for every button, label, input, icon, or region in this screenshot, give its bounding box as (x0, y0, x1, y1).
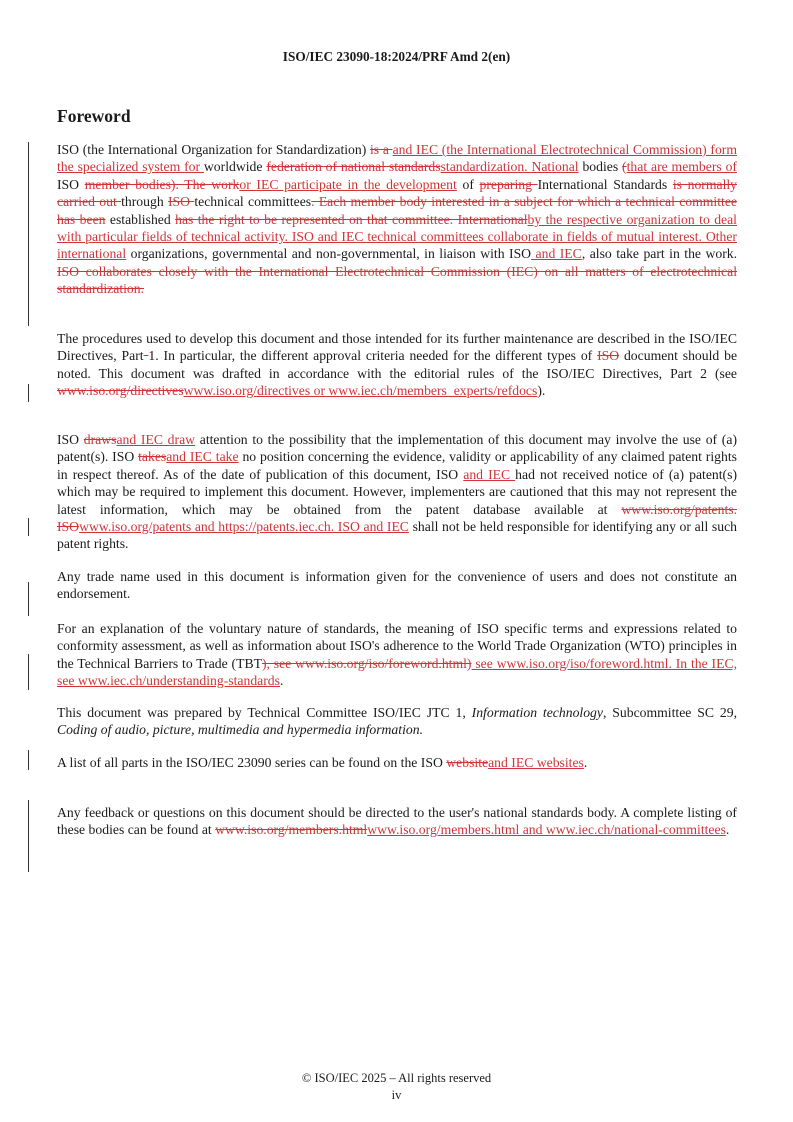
paragraph-organizations (57, 141, 737, 298)
inserted-text: and IEC (531, 246, 582, 262)
change-bar (28, 582, 29, 616)
text-run: For an explanation of the voluntary nature of standards, the meaning of ISO specific terms and expressions related to conformity assessment, as well as information about ISO's adherence to the World Trade Organization (WTO) principles in the Technical Barriers to Trade (TBT (57, 621, 737, 671)
change-bar (28, 518, 29, 536)
text-run: , Subcommittee SC 29, (602, 705, 737, 720)
inserted-text: and IEC (the International Electrotechnical Commission) form the specialized system for (57, 142, 737, 175)
text-run: document should be noted. This document was drafted in accordance with the editorial rules of the ISO/IEC Directives, Part 2 (see (57, 348, 738, 381)
text-run: . (279, 673, 284, 689)
section-title: Foreword (57, 106, 131, 126)
inserted-text: that are members of (626, 159, 737, 175)
text-run: through (121, 194, 168, 210)
text-run: Any feedback or questions on this document should be directed to the user's national standards body. A complete listing of these bodies can be found at (57, 805, 737, 838)
paragraph-procedures (57, 330, 737, 400)
text-run: technical committees (194, 194, 312, 210)
deleted-text: ISO (167, 194, 195, 210)
inserted-text: see www.iso.org/iso/foreword.html. In the IEC, see www.iec.ch/understanding-standards (57, 655, 738, 689)
change-bar (28, 142, 29, 326)
paragraph-voluntary-nature (57, 620, 737, 690)
deleted-text: is normally carried out (57, 176, 738, 210)
paragraph-trade-name (57, 568, 737, 603)
inserted-text: www.iso.org/directives or www.iec.ch/members_experts/refdocs (183, 383, 538, 399)
deleted-text: www.iso.org/members.html (215, 822, 368, 838)
change-bar (28, 384, 29, 402)
text-run: Any trade name used in this document is information given for the convenience of users and does not constitute an endorsement. (57, 569, 737, 602)
text-run: . (725, 822, 730, 838)
deleted-text: ), see www.iso.org/iso/foreword.html) (261, 655, 472, 671)
paragraph-prepared-by (57, 704, 737, 739)
deleted-text: www.iso.org/directives (57, 383, 184, 399)
italic-text: Coding of audio, picture, multimedia and hypermedia information. (57, 722, 423, 738)
page-number: iv (391, 1088, 402, 1102)
change-bar (28, 800, 29, 872)
paragraph-feedback (57, 804, 737, 839)
deleted-text: website (446, 755, 489, 770)
inserted-text: and IEC (463, 466, 516, 482)
deleted-text: preparing (479, 176, 538, 192)
deleted-text: federation of national standards (266, 159, 441, 175)
deleted-text: www.iso.org/patents. ISO (57, 501, 737, 535)
italic-text: Information technology (471, 705, 603, 720)
text-run: International Standards (537, 176, 673, 192)
text-run: attention to the possibility that the implementation of this document may involve the use of (a) patent(s). ISO (57, 432, 737, 465)
deleted-text: ISO collaborates closely with the International Electrotechnical Commission (IEC) on all matters of electrotechnical standardization. (57, 263, 737, 297)
deleted-text: . Each member body interested in a subject for which a technical committee has been (57, 194, 737, 227)
text-run: . (583, 755, 588, 770)
text-run: ISO (57, 176, 85, 192)
change-bar (28, 654, 29, 690)
text-run: ). (537, 383, 546, 399)
text-run: 1. In particular, the different approval criteria needed for the different types of (148, 348, 598, 364)
text-run: ISO (the International Organization for Standardization) (57, 142, 370, 157)
running-header: ISO/IEC 23090-18:2024/PRF Amd 2(en) (282, 49, 511, 64)
text-run: established (105, 211, 176, 227)
inserted-text: www.iso.org/patents and https://patents.iec.ch. ISO and IEC (79, 519, 409, 535)
text-run: A list of all parts in the ISO/IEC 23090 series can be found on the ISO (57, 755, 447, 770)
deleted-text: member bodies). The work (84, 176, 240, 192)
text-run: had not received notice of (a) patent(s) which may be required to implement this document. However, implementers are cautioned that this may not represent the latest information, which may be obtained from the patent database available at (57, 466, 738, 517)
inserted-text: and IEC draw (116, 432, 196, 447)
copyright-footer: © ISO/IEC 2025 – All rights reserved (301, 1071, 492, 1085)
text-run: organizations, governmental and non-governmental, in liaison with ISO (126, 246, 532, 262)
inserted-text: standardization. National (440, 159, 579, 175)
paragraph-list-of-parts (57, 754, 737, 771)
text-run: no position concerning the evidence, validity or applicability of any claimed patent rights in respect thereof. As of the date of publication of this document, ISO (57, 449, 737, 482)
deleted-text: has the right to be represented on that committee. International (175, 211, 528, 227)
text-run: ISO (57, 432, 84, 447)
text-run: worldwide (203, 159, 267, 175)
change-bar (28, 750, 29, 770)
deleted-text: ISO (597, 348, 620, 364)
deleted-text: takes (138, 449, 167, 465)
text-run: , also take part in the work. (581, 246, 738, 262)
text-run: shall not be held responsible for identifying any or all such patent rights. (57, 519, 737, 552)
text-run: This document was prepared by Technical Committee ISO/IEC JTC 1, (57, 705, 472, 720)
inserted-text: and IEC take (166, 449, 239, 465)
inserted-text: by the respective organization to deal with particular fields of technical activity. ISO and IEC technical committees collaborate in fields of mutual interest. Other international (57, 211, 737, 262)
text-run: bodies (578, 159, 623, 175)
inserted-text: www.iso.org/members.html and www.iec.ch/national-committees (367, 822, 726, 838)
inserted-text: or IEC participate in the development (239, 176, 457, 192)
deleted-text: ( (622, 159, 627, 175)
text-run: The procedures used to develop this document and those intended for its further maintenance are described in the ISO/IEC Directives, Part (57, 331, 737, 364)
deleted-text: is a (370, 142, 393, 157)
deleted-text: draws (83, 432, 117, 447)
paragraph-patents (57, 431, 737, 553)
inserted-text: and IEC websites (488, 755, 584, 770)
text-run: of (456, 176, 480, 192)
